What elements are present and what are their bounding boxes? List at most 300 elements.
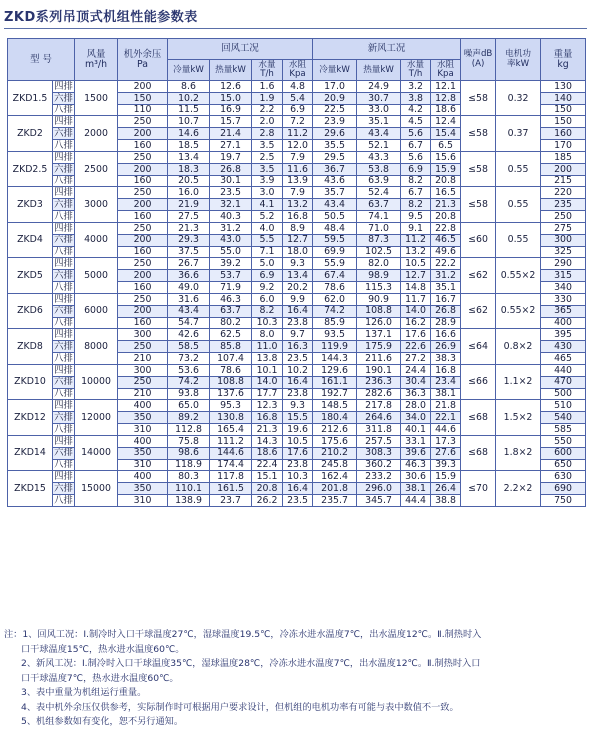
return-water-resistance-cell: 16.4: [283, 376, 313, 388]
external-pressure-cell: 160: [118, 317, 168, 329]
return-heating-cell: 31.2: [210, 222, 252, 234]
return-water-flow-cell: 5.5: [252, 234, 283, 246]
fresh-water-resistance-cell: 12.1: [431, 81, 461, 93]
return-heating-cell: 15.7: [210, 116, 252, 128]
return-water-resistance-cell: 12.0: [283, 140, 313, 152]
return-cooling-cell: 13.4: [168, 151, 210, 163]
title-divider: [4, 28, 587, 29]
fresh-water-resistance-cell: 16.5: [431, 187, 461, 199]
table-row: [8, 293, 586, 305]
return-cooling-cell: 18.5: [168, 140, 210, 152]
weight-cell: 550: [541, 435, 586, 447]
fresh-water-flow-cell: 5.6: [401, 151, 431, 163]
fresh-water-resistance-cell: 15.9: [431, 471, 461, 483]
fresh-heating-cell: 108.8: [357, 305, 401, 317]
return-cooling-cell: 75.8: [168, 435, 210, 447]
return-water-resistance-cell: 23.5: [283, 494, 313, 506]
fresh-cooling-cell: 148.5: [313, 400, 357, 412]
table-row: [8, 151, 586, 163]
weight-cell: 365: [541, 305, 586, 317]
fresh-heating-cell: 98.9: [357, 270, 401, 282]
fresh-cooling-cell: 55.9: [313, 258, 357, 270]
return-cooling-cell: 49.0: [168, 282, 210, 294]
coil-rows-cell: 四排: [54, 116, 73, 128]
return-heating-cell: 78.6: [210, 364, 252, 376]
return-heating-cell: 111.2: [210, 435, 252, 447]
fresh-heating-cell: 296.0: [357, 483, 401, 495]
return-heating-cell: 107.4: [210, 353, 252, 365]
fresh-water-flow-cell: 33.1: [401, 435, 431, 447]
return-water-resistance-cell: 7.9: [283, 151, 313, 163]
return-water-resistance-cell: 23.8: [283, 388, 313, 400]
fresh-heating-cell: 33.0: [357, 104, 401, 116]
fresh-water-resistance-cell: 38.3: [431, 353, 461, 365]
air-flow-cell: 15000: [75, 471, 118, 506]
coil-rows-cell: 六排: [54, 411, 73, 423]
external-pressure-cell: 160: [118, 175, 168, 187]
return-heating-cell: 39.2: [210, 258, 252, 270]
table-row: [8, 329, 586, 341]
air-flow-cell: 10000: [75, 364, 118, 399]
weight-cell: 690: [541, 483, 586, 495]
fresh-heating-cell: 236.3: [357, 376, 401, 388]
weight-cell: 250: [541, 211, 586, 223]
page-title: ZKD系列吊顶式机组性能参数表: [4, 10, 198, 25]
return-water-resistance-cell: 13.2: [283, 199, 313, 211]
weight-cell: 440: [541, 364, 586, 376]
fresh-cooling-cell: 93.5: [313, 329, 357, 341]
return-cooling-cell: 53.6: [168, 364, 210, 376]
return-water-flow-cell: 2.8: [252, 128, 283, 140]
fresh-cooling-cell: 67.4: [313, 270, 357, 282]
external-pressure-cell: 310: [118, 459, 168, 471]
coil-rows-cell: 四排: [54, 293, 73, 305]
external-pressure-cell: 200: [118, 234, 168, 246]
fresh-water-flow-cell: 17.6: [401, 329, 431, 341]
return-cooling-cell: 29.3: [168, 234, 210, 246]
motor-power-cell: 0.55: [496, 222, 541, 257]
fresh-cooling-cell: 161.1: [313, 376, 357, 388]
coil-rows-cell: 八排: [54, 423, 73, 435]
return-water-flow-cell: 3.9: [252, 175, 283, 187]
header-return-heating: 热量kW: [210, 60, 252, 81]
return-cooling-cell: 21.3: [168, 222, 210, 234]
external-pressure-cell: 150: [118, 92, 168, 104]
return-water-flow-cell: 5.0: [252, 258, 283, 270]
motor-power-cell: 0.55: [496, 151, 541, 186]
coil-rows-cell: 四排: [54, 435, 73, 447]
fresh-water-flow-cell: 8.2: [401, 199, 431, 211]
fresh-water-resistance-cell: 26.8: [431, 305, 461, 317]
coil-rows-cell: 四排: [54, 151, 73, 163]
external-pressure-cell: 300: [118, 329, 168, 341]
fresh-water-resistance-cell: 6.5: [431, 140, 461, 152]
air-flow-cell: 2000: [75, 116, 118, 151]
return-heating-cell: 15.0: [210, 92, 252, 104]
return-cooling-cell: 89.2: [168, 412, 210, 424]
return-water-flow-cell: 5.2: [252, 211, 283, 223]
noise-cell: ≤64: [461, 329, 496, 364]
fresh-water-flow-cell: 9.5: [401, 211, 431, 223]
return-water-resistance-cell: 13.4: [283, 270, 313, 282]
return-water-resistance-cell: 23.5: [283, 353, 313, 365]
fresh-heating-cell: 43.4: [357, 128, 401, 140]
weight-cell: 395: [541, 329, 586, 341]
fresh-water-flow-cell: 27.2: [401, 353, 431, 365]
coil-rows-cell: 六排: [54, 92, 73, 104]
external-pressure-cell: 400: [118, 471, 168, 483]
fresh-heating-cell: 52.1: [357, 140, 401, 152]
return-cooling-cell: 43.4: [168, 305, 210, 317]
return-water-resistance-cell: 9.9: [283, 293, 313, 305]
fresh-water-resistance-cell: 39.3: [431, 459, 461, 471]
return-water-resistance-cell: 9.7: [283, 329, 313, 341]
fresh-water-resistance-cell: 46.5: [431, 234, 461, 246]
air-flow-cell: 4000: [75, 222, 118, 257]
return-cooling-cell: 98.6: [168, 447, 210, 459]
coil-rows-cell: 四排: [54, 258, 73, 270]
external-pressure-cell: 200: [118, 163, 168, 175]
return-water-flow-cell: 6.0: [252, 293, 283, 305]
external-pressure-cell: 400: [118, 400, 168, 412]
header-return-water-flow: [252, 60, 283, 81]
air-flow-cell: 1500: [75, 81, 118, 116]
noise-cell: ≤62: [461, 293, 496, 328]
table-row: [8, 435, 586, 447]
fresh-water-flow-cell: 28.0: [401, 400, 431, 412]
model-name-cell: ZKD8: [8, 329, 53, 364]
external-pressure-cell: 350: [118, 412, 168, 424]
external-pressure-cell: 250: [118, 376, 168, 388]
return-water-flow-cell: 14.3: [252, 435, 283, 447]
return-heating-cell: 174.4: [210, 459, 252, 471]
fresh-water-resistance-cell: 22.2: [431, 258, 461, 270]
return-cooling-cell: 80.3: [168, 471, 210, 483]
weight-cell: 540: [541, 412, 586, 424]
return-heating-cell: 85.8: [210, 341, 252, 353]
return-heating-cell: 144.6: [210, 447, 252, 459]
fresh-cooling-cell: 129.6: [313, 364, 357, 376]
fresh-cooling-cell: 162.4: [313, 471, 357, 483]
fresh-cooling-cell: 43.4: [313, 199, 357, 211]
return-water-flow-cell: 2.2: [252, 104, 283, 116]
fresh-water-resistance-cell: 22.8: [431, 222, 461, 234]
weight-cell: 150: [541, 104, 586, 116]
return-water-flow-cell: 11.0: [252, 341, 283, 353]
return-heating-cell: 55.0: [210, 246, 252, 258]
fresh-heating-cell: 175.9: [357, 341, 401, 353]
return-heating-cell: 12.6: [210, 81, 252, 93]
coil-rows-cell: 六排: [54, 447, 73, 459]
return-water-flow-cell: 4.0: [252, 222, 283, 234]
model-name-cell: ZKD12: [8, 400, 53, 435]
header-model: 型 号: [8, 39, 75, 81]
return-water-resistance-cell: 8.9: [283, 222, 313, 234]
air-flow-cell: 12000: [75, 400, 118, 435]
return-cooling-cell: 36.6: [168, 270, 210, 282]
return-water-flow-cell: 4.1: [252, 199, 283, 211]
return-water-resistance-cell: 12.7: [283, 234, 313, 246]
fresh-water-resistance-cell: 21.8: [431, 400, 461, 412]
fresh-cooling-cell: 212.6: [313, 424, 357, 436]
note-2: 2、新风工况：Ⅰ.制冷时入口干球温度35℃，湿球温度28℃，冷冻水进水温度7℃，出水温度12℃。Ⅱ.制热时入口: [21, 658, 481, 669]
weight-cell: 275: [541, 222, 586, 234]
table-row: [8, 81, 586, 93]
model-name-cell: ZKD1.5: [8, 81, 53, 116]
return-water-flow-cell: 2.5: [252, 151, 283, 163]
fresh-cooling-cell: 29.6: [313, 128, 357, 140]
return-water-flow-cell: 6.9: [252, 270, 283, 282]
return-heating-cell: 40.3: [210, 211, 252, 223]
noise-cell: ≤70: [461, 471, 496, 506]
external-pressure-cell: 200: [118, 305, 168, 317]
weight-cell: 325: [541, 246, 586, 258]
fresh-water-flow-cell: 22.6: [401, 341, 431, 353]
weight-cell: 510: [541, 400, 586, 412]
external-pressure-cell: 160: [118, 282, 168, 294]
noise-cell: ≤62: [461, 258, 496, 293]
fresh-heating-cell: 345.7: [357, 494, 401, 506]
coil-rows-cell: 八排: [54, 175, 73, 187]
fresh-heating-cell: 360.2: [357, 459, 401, 471]
return-cooling-cell: 10.7: [168, 116, 210, 128]
fresh-water-resistance-cell: 16.6: [431, 329, 461, 341]
header-noise: [461, 39, 496, 81]
return-water-flow-cell: 22.4: [252, 459, 283, 471]
fresh-water-flow-cell: 10.5: [401, 258, 431, 270]
weight-cell: 220: [541, 187, 586, 199]
fresh-water-flow-cell: 40.1: [401, 424, 431, 436]
fresh-water-flow-cell: 6.7: [401, 140, 431, 152]
fresh-water-flow-cell: 24.4: [401, 364, 431, 376]
fresh-water-resistance-cell: 35.1: [431, 282, 461, 294]
weight-cell: 650: [541, 459, 586, 471]
model-name-cell: ZKD5: [8, 258, 53, 293]
header-motor-power: [496, 39, 541, 81]
coil-rows-cell: 八排: [54, 281, 73, 293]
noise-cell: ≤58: [461, 151, 496, 186]
weight-cell: 600: [541, 447, 586, 459]
return-cooling-cell: 31.6: [168, 293, 210, 305]
external-pressure-cell: 160: [118, 211, 168, 223]
header-return-air: 回风工况: [168, 39, 313, 60]
fresh-water-flow-cell: 30.6: [401, 471, 431, 483]
motor-power-cell: 1.1×2: [496, 364, 541, 399]
fresh-cooling-cell: 35.5: [313, 140, 357, 152]
fresh-water-flow-cell: 6.9: [401, 163, 431, 175]
fresh-heating-cell: 63.7: [357, 199, 401, 211]
return-heating-cell: 108.8: [210, 376, 252, 388]
model-name-cell: ZKD10: [8, 364, 53, 399]
fresh-water-flow-cell: 12.7: [401, 270, 431, 282]
external-pressure-cell: 210: [118, 353, 168, 365]
table-row: [8, 364, 586, 376]
external-pressure-cell: 250: [118, 258, 168, 270]
header-return-water-flow-text: 水量 T/h: [258, 59, 276, 79]
return-heating-cell: 117.8: [210, 471, 252, 483]
note-5: 5、机组参数如有变化，恕不另行通知。: [21, 716, 184, 727]
header-return-water-resistance: [283, 60, 313, 81]
fresh-water-resistance-cell: 38.1: [431, 388, 461, 400]
external-pressure-cell: 400: [118, 435, 168, 447]
coil-rows-cell: 八排: [54, 210, 73, 222]
fresh-water-resistance-cell: 23.4: [431, 376, 461, 388]
weight-cell: 400: [541, 317, 586, 329]
header-pressure-text: 机外余压 Pa: [123, 48, 162, 70]
return-water-flow-cell: 1.9: [252, 92, 283, 104]
weight-cell: 170: [541, 140, 586, 152]
fresh-water-flow-cell: 39.6: [401, 447, 431, 459]
weight-cell: 215: [541, 175, 586, 187]
return-cooling-cell: 110.1: [168, 483, 210, 495]
fresh-heating-cell: 53.8: [357, 163, 401, 175]
external-pressure-cell: 250: [118, 222, 168, 234]
noise-cell: ≤58: [461, 81, 496, 116]
fresh-cooling-cell: 144.3: [313, 353, 357, 365]
table-body: [8, 81, 586, 507]
return-cooling-cell: 54.7: [168, 317, 210, 329]
noise-cell: ≤66: [461, 364, 496, 399]
return-heating-cell: 19.7: [210, 151, 252, 163]
return-heating-cell: 23.5: [210, 187, 252, 199]
model-name-cell: ZKD15: [8, 471, 53, 506]
air-flow-cell: 8000: [75, 329, 118, 364]
return-water-resistance-cell: 9.3: [283, 258, 313, 270]
weight-cell: 750: [541, 494, 586, 506]
coil-rows-cell: 六排: [54, 305, 73, 317]
return-water-flow-cell: 13.8: [252, 353, 283, 365]
model-name-cell: ZKD14: [8, 435, 53, 470]
model-name-cell: ZKD6: [8, 293, 53, 328]
fresh-water-resistance-cell: 20.8: [431, 211, 461, 223]
weight-cell: 150: [541, 116, 586, 128]
header-fresh-water-resistance-text: 水阻 Kpa: [436, 59, 455, 79]
coil-rows-cell: 六排: [54, 234, 73, 246]
return-water-flow-cell: 10.3: [252, 317, 283, 329]
coil-rows-cell: 四排: [54, 471, 73, 483]
return-heating-cell: 46.3: [210, 293, 252, 305]
header-fresh-heating: 热量kW: [357, 60, 401, 81]
return-water-flow-cell: 3.5: [252, 140, 283, 152]
noise-cell: ≤68: [461, 435, 496, 470]
return-water-flow-cell: 21.3: [252, 424, 283, 436]
return-heating-cell: 27.1: [210, 140, 252, 152]
return-cooling-cell: 112.8: [168, 424, 210, 436]
fresh-heating-cell: 30.7: [357, 92, 401, 104]
return-water-resistance-cell: 10.3: [283, 471, 313, 483]
external-pressure-cell: 160: [118, 140, 168, 152]
weight-cell: 470: [541, 376, 586, 388]
return-cooling-cell: 21.9: [168, 199, 210, 211]
return-water-flow-cell: 3.0: [252, 187, 283, 199]
return-water-resistance-cell: 17.6: [283, 447, 313, 459]
header-weight-text: 重量 kg: [553, 48, 573, 70]
fresh-water-resistance-cell: 31.2: [431, 270, 461, 282]
fresh-heating-cell: 82.0: [357, 258, 401, 270]
motor-power-cell: 0.55: [496, 187, 541, 222]
coil-rows-cell: 六排: [54, 482, 73, 494]
table-row: [8, 222, 586, 234]
coil-rows-cell: 八排: [54, 352, 73, 364]
fresh-heating-cell: 257.5: [357, 435, 401, 447]
fresh-cooling-cell: 29.5: [313, 151, 357, 163]
return-heating-cell: 23.7: [210, 494, 252, 506]
model-name-cell: ZKD4: [8, 222, 53, 257]
external-pressure-cell: 350: [118, 483, 168, 495]
air-flow-cell: 6000: [75, 293, 118, 328]
return-heating-cell: 62.5: [210, 329, 252, 341]
external-pressure-cell: 250: [118, 151, 168, 163]
fresh-cooling-cell: 62.0: [313, 293, 357, 305]
header-flow-text: 风量 m³/h: [85, 48, 108, 70]
return-cooling-cell: 8.6: [168, 81, 210, 93]
return-cooling-cell: 65.0: [168, 400, 210, 412]
note-4: 4、表中机外余压仅供参考，实际制作时可根据用户要求设计，但机组的电机功率有可能与表中数值不一致。: [21, 701, 459, 713]
return-water-resistance-cell: 11.2: [283, 128, 313, 140]
return-water-resistance-cell: 9.3: [283, 400, 313, 412]
weight-cell: 500: [541, 388, 586, 400]
fresh-water-flow-cell: 6.7: [401, 187, 431, 199]
fresh-water-resistance-cell: 38.8: [431, 494, 461, 506]
return-cooling-cell: 10.2: [168, 92, 210, 104]
fresh-water-resistance-cell: 21.3: [431, 199, 461, 211]
fresh-cooling-cell: 50.5: [313, 211, 357, 223]
coil-rows-cell: 四排: [54, 222, 73, 234]
return-water-flow-cell: 10.1: [252, 364, 283, 376]
return-cooling-cell: 58.5: [168, 341, 210, 353]
fresh-water-resistance-cell: 12.8: [431, 92, 461, 104]
fresh-heating-cell: 87.3: [357, 234, 401, 246]
fresh-water-flow-cell: 13.2: [401, 246, 431, 258]
return-heating-cell: 137.6: [210, 388, 252, 400]
return-water-resistance-cell: 11.6: [283, 163, 313, 175]
weight-cell: 330: [541, 293, 586, 305]
weight-cell: 290: [541, 258, 586, 270]
motor-power-cell: 2.2×2: [496, 471, 541, 506]
noise-cell: ≤68: [461, 400, 496, 435]
fresh-water-flow-cell: 14.0: [401, 305, 431, 317]
note-1: 注：1、回风工况：Ⅰ.制冷时入口干球温度27℃，湿球温度19.5℃，冷冻水进水温度7℃，出水温度12℃。Ⅱ.制热时入: [4, 629, 482, 640]
fresh-cooling-cell: 36.7: [313, 163, 357, 175]
table-row: [8, 258, 586, 270]
header-weight: [541, 39, 586, 81]
coil-rows-cell: 六排: [54, 128, 73, 140]
external-pressure-cell: 310: [118, 424, 168, 436]
fresh-cooling-cell: 59.5: [313, 234, 357, 246]
noise-cell: ≤58: [461, 116, 496, 151]
return-cooling-cell: 14.6: [168, 128, 210, 140]
fresh-cooling-cell: 74.2: [313, 305, 357, 317]
fresh-cooling-cell: 180.4: [313, 412, 357, 424]
external-pressure-cell: 250: [118, 293, 168, 305]
fresh-heating-cell: 102.5: [357, 246, 401, 258]
weight-cell: 340: [541, 282, 586, 294]
fresh-water-resistance-cell: 15.9: [431, 163, 461, 175]
fresh-cooling-cell: 192.7: [313, 388, 357, 400]
fresh-water-resistance-cell: 18.6: [431, 104, 461, 116]
table-row: [8, 116, 586, 128]
return-water-flow-cell: 14.0: [252, 376, 283, 388]
fresh-water-resistance-cell: 27.6: [431, 447, 461, 459]
motor-power-cell: 0.8×2: [496, 329, 541, 364]
return-heating-cell: 165.4: [210, 424, 252, 436]
header-fresh-water-resistance: [431, 60, 461, 81]
weight-cell: 140: [541, 92, 586, 104]
return-water-resistance-cell: 13.9: [283, 175, 313, 187]
return-water-resistance-cell: 10.2: [283, 364, 313, 376]
weight-cell: 300: [541, 234, 586, 246]
fresh-water-flow-cell: 3.8: [401, 92, 431, 104]
